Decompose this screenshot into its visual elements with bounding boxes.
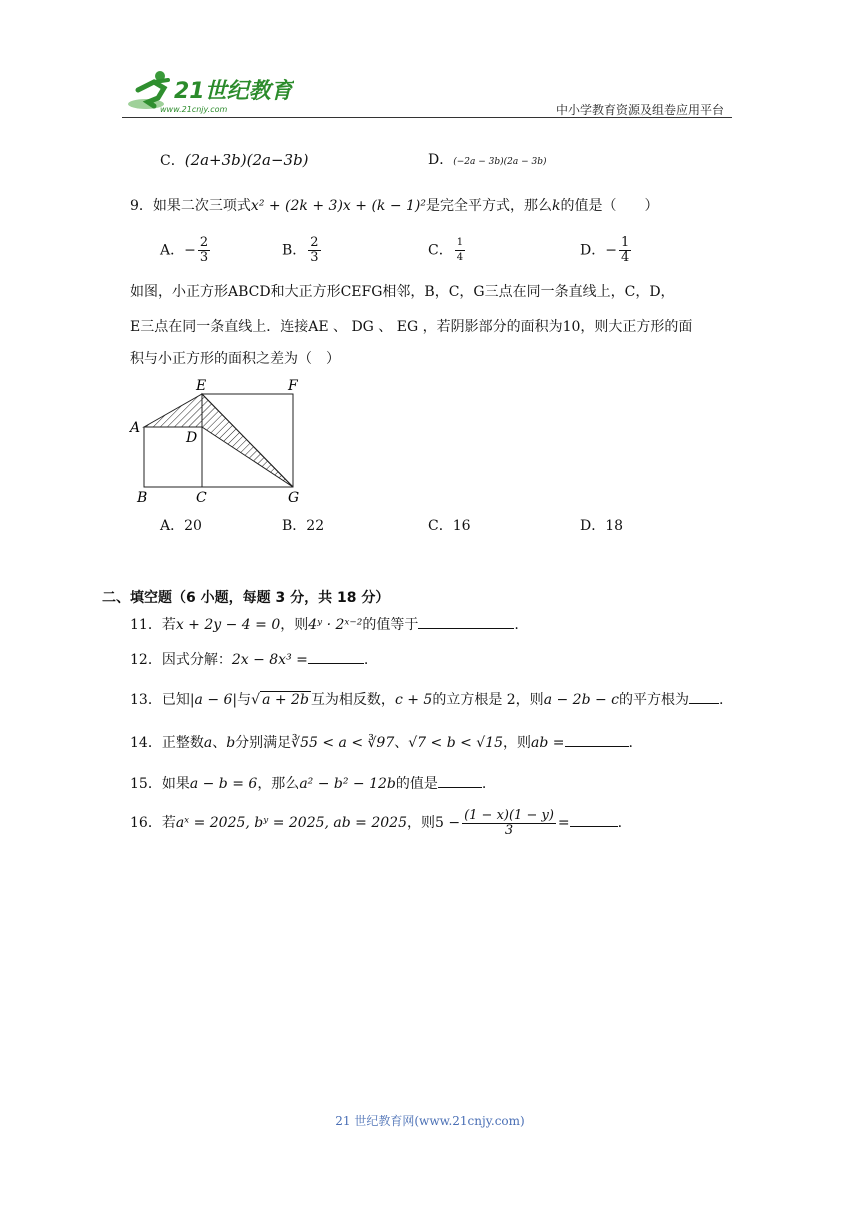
q9-option-d: D．− $\frac{1}{4}$ [580,235,630,265]
label-b: B [137,490,148,506]
q10-option-c: C．16 [428,518,471,534]
header-divider [122,117,732,118]
section-title-fill-in: 二、填空题（6 小题，每题 3 分，共 18 分） [102,590,390,606]
q8-option-c: C．(2a+3b)(2a−3b) [160,151,309,169]
q10-line2: E三点在同一条直线上．连接AE 、 DG 、 EG ，若阴影部分的面积为10，则大正方形的面 [130,319,693,335]
q13: 13．已知|a − 6|与√ a + 2b 互为相反数，c + 5的立方根是 2，则a − 2b − c的平方根为 . [130,688,723,712]
shaded-triangle-aed [144,394,202,427]
q14: 14．正整数a、b分别满足∛55 < a < ∛97、√7 < b < √15，则ab = . [130,731,633,755]
q10-option-a: A．20 [160,518,202,534]
q12-answer-blank [308,649,364,664]
q16-answer-blank [570,812,618,827]
label-c: C [196,490,207,506]
q13-answer-blank [689,689,719,704]
q14-answer-blank [565,732,629,747]
q9-option-c: C． $\frac{1}{4}$ [428,237,464,263]
q11-answer-blank [418,614,514,629]
q10-line1: 如图，小正方形ABCD和大正方形CEFG相邻，B，C，G三点在同一条直线上，C，D， [130,284,675,300]
q15: 15．如果a − b = 6，那么a² − b² − 12b的值是 . [130,772,486,796]
label-g: G [288,490,300,506]
q9-option-b: B． $\frac{2}{3}$ [282,235,319,265]
q16: 16．若aˣ = 2025, bʸ = 2025, ab = 2025，则5 − $\frac{(1 - x)(1 - y)}{3}$ = . [130,807,623,838]
logo-main-text: 21世纪教育 [174,79,293,104]
label-f: F [288,378,298,394]
q9-stem: 9．如果二次三项式x² + (2k + 3)x + (k − 1)²是完全平方式，那么k的值是（ ） [130,198,659,214]
q10-figure [126,376,316,506]
segment-eg [202,394,293,487]
q8-option-c-expr: (2a+3b)(2a−3b) [184,151,309,169]
label-a: A [130,420,141,436]
q8-option-d-expr: (−2a − 3b)(2a − 3b) [453,157,547,167]
platform-name: 中小学教育资源及组卷应用平台 [555,103,724,117]
logo [124,68,294,116]
q8-option-d: D．(−2a − 3b)(2a − 3b) [428,152,547,168]
q15-answer-blank [438,773,482,788]
runner-logo-icon [128,71,168,109]
q9-option-a: A．− $\frac{2}{3}$ [160,235,209,265]
q12: 12．因式分解：2x − 8x³ = . [130,648,368,672]
q9-expr: x² + (2k + 3)x + (k − 1)² [250,198,426,214]
footer-site: 21 世纪教育网(www.21cnjy.com) [335,1114,525,1128]
q11: 11．若x + 2y − 4 = 0，则4ʸ · 2ˣ⁻²的值等于 . [130,613,519,637]
q10-option-d: D．18 [580,518,624,534]
label-d: D [186,430,198,446]
q10-option-b: B．22 [282,518,325,534]
q10-line3: 积与小正方形的面积之差为（ ） [130,351,340,367]
label-e: E [196,378,207,394]
logo-url-text: www.21cnjy.com [160,105,228,114]
